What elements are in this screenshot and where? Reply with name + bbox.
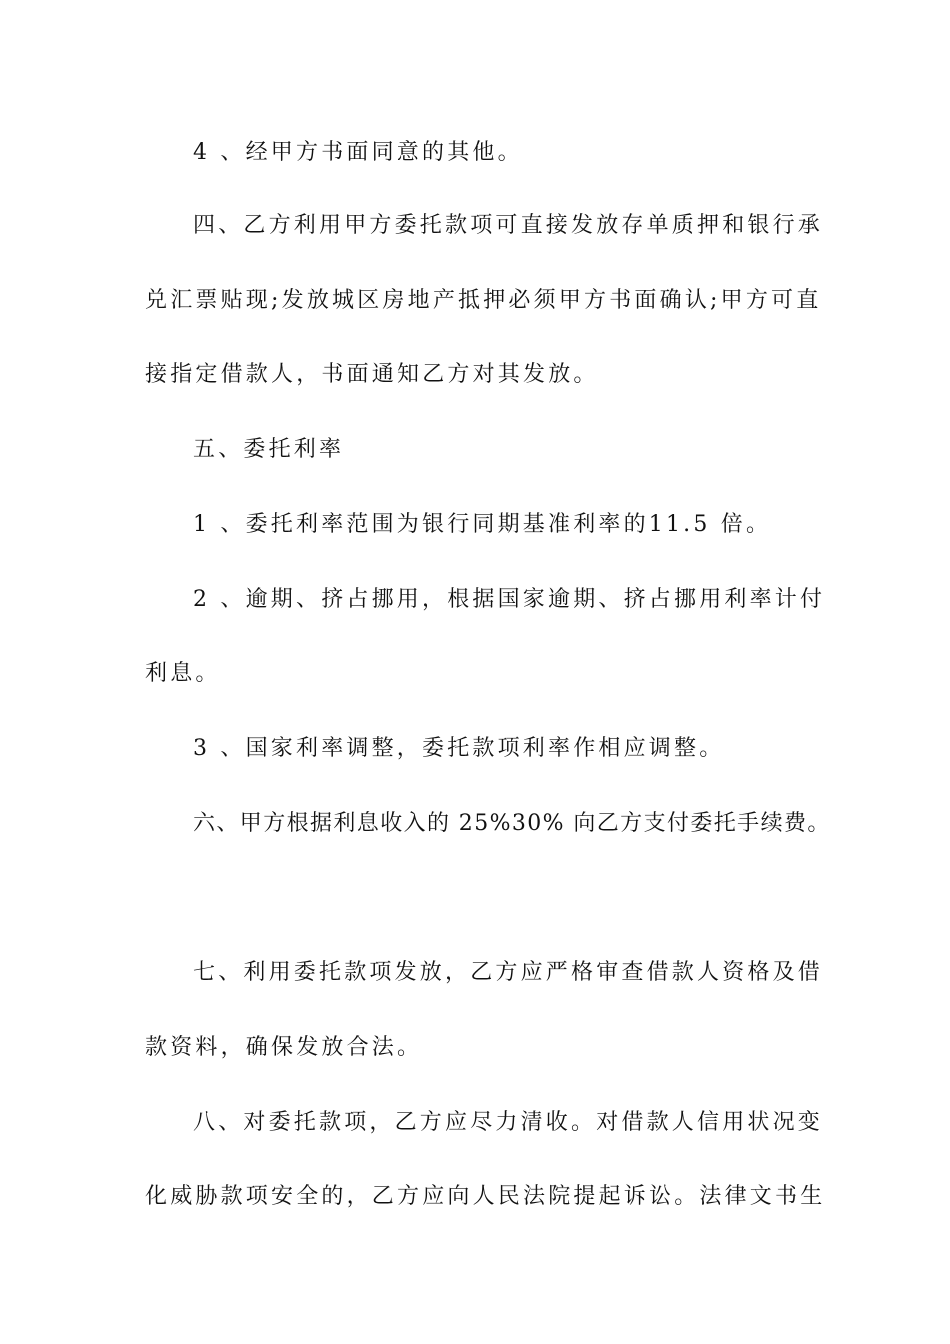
text-line-clause-5-item-2-part-2: 利息。: [145, 661, 221, 686]
text-line-clause-3-item-4: 4 、经甲方书面同意的其他。: [193, 140, 523, 165]
text-line-clause-4-part-3: 接指定借款人，书面通知乙方对其发放。: [145, 362, 599, 387]
text-line-clause-6: 六、甲方根据利息收入的 25%30% 向乙方支付委托手续费。: [193, 811, 831, 836]
text-line-clause-7-part-1: 七、利用委托款项发放，乙方应严格审查借款人资格及借: [193, 960, 824, 985]
text-line-clause-5-item-3: 3 、国家利率调整，委托款项利率作相应调整。: [193, 736, 725, 761]
text-line-clause-8-part-1: 八、对委托款项，乙方应尽力清收。对借款人信用状况变: [193, 1110, 824, 1135]
text-line-clause-5-item-2-part-1: 2 、逾期、挤占挪用，根据国家逾期、挤占挪用利率计付: [193, 587, 826, 612]
text-line-clause-4-part-1: 四、乙方利用甲方委托款项可直接发放存单质押和银行承: [193, 213, 824, 238]
text-line-clause-5-item-1: 1 、委托利率范围为银行同期基准利率的11.5 倍。: [193, 512, 772, 537]
text-line-clause-5-heading: 五、委托利率: [193, 437, 345, 462]
text-line-clause-8-part-2: 化威胁款项安全的，乙方应向人民法院提起诉讼。法律文书生: [145, 1184, 826, 1209]
text-line-clause-7-part-2: 款资料，确保发放合法。: [145, 1035, 423, 1060]
text-line-clause-4-part-2: 兑汇票贴现;发放城区房地产抵押必须甲方书面确认;甲方可直: [145, 288, 822, 313]
